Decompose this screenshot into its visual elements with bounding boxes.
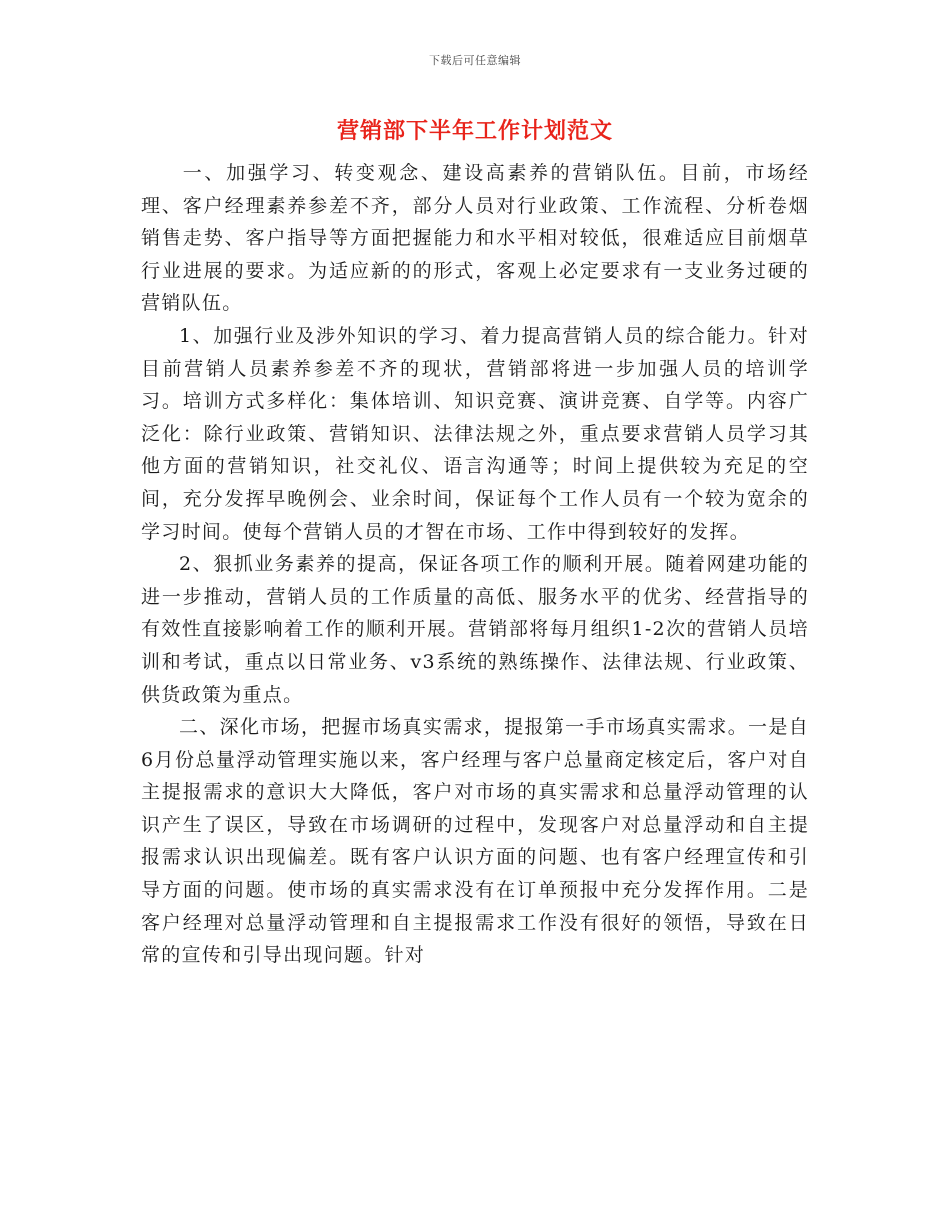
paragraph-4: 二、深化市场，把握市场真实需求，提报第一手市场真实需求。一是自6月份总量浮动管理实施以来，客户经理与客户总量商定核定后，客户对自主提报需求的意识大大降低，客户对市场的真实需求和总量浮动管理的认识产生了误区，导致在市场调研的过程中，发现客户对总量浮动和自主提报需求认识出现偏差。既有客户认识方面的问题、也有客户经理宣传和引导方面的问题。使市场的真实需求没有在订单预报中充分发挥作用。二是客户经理对总量浮动管理和自主提报需求工作没有很好的领悟，导致在日常的宣传和引导出现问题。针对 — [141, 716, 809, 967]
paragraph-2: 1、加强行业及涉外知识的学习、着力提高营销人员的综合能力。针对目前营销人员素养参差不齐的现状，营销部将进一步加强人员的培训学习。培训方式多样化：集体培训、知识竞赛、演讲竞赛、自学等。内容广泛化：除行业政策、营销知识、法律法规之外，重点要求营销人员学习其他方面的营销知识，社交礼仪、语言沟通等；时间上提供较为充足的空间，充分发挥早晚例会、业余时间，保证每个工作人员有一个较为宽余的学习时间。使每个营销人员的才智在市场、工作中得到较好的发挥。 — [141, 324, 809, 543]
paragraph-3: 2、狠抓业务素养的提高，保证各项工作的顺利开展。随着网建功能的进一步推动，营销人员的工作质量的高低、服务水平的优劣、经营指导的有效性直接影响着工作的顺利开展。营销部将每月组织1-2次的营销人员培训和考试，重点以日常业务、v3系统的熟练操作、法律法规、行业政策、供货政策为重点。 — [141, 553, 809, 706]
document-title: 营销部下半年工作计划范文 — [336, 118, 613, 144]
header-note: 下载后可任意编辑 — [429, 54, 521, 67]
document-body — [141, 157, 809, 972]
paragraph-1: 一、加强学习、转变观念、建设高素养的营销队伍。目前，市场经理、客户经理素养参差不齐，部分人员对行业政策、工作流程、分析卷烟销售走势、客户指导等方面把握能力和水平相对较低，很难适应目前烟草行业进展的要求。为适应新的的形式，客观上必定要求有一支业务过硬的营销队伍。 — [141, 162, 809, 315]
